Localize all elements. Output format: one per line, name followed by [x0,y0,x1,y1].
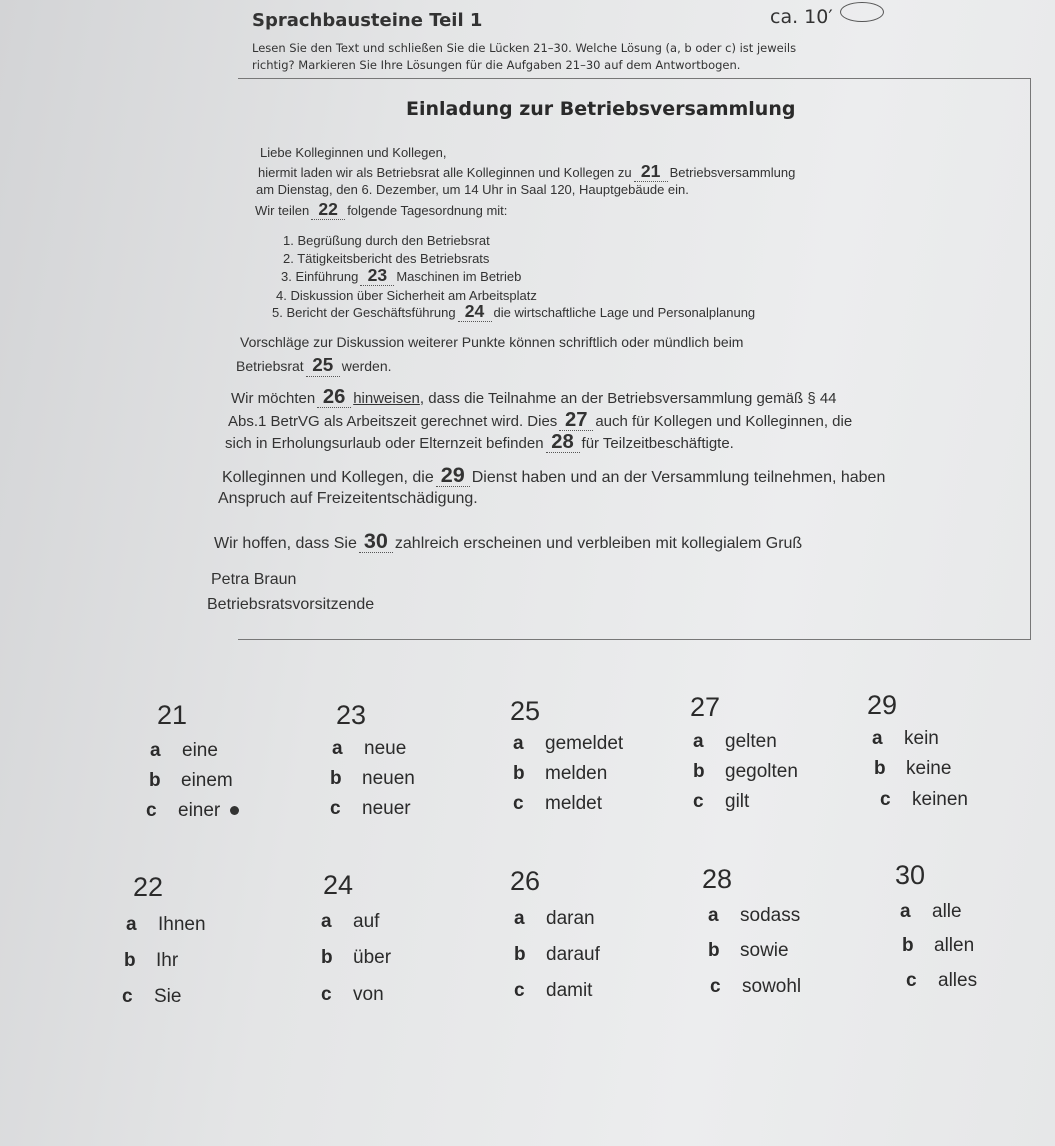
agenda-item-3: 3. Einführung 23 Maschinen im Betrieb [281,265,522,285]
option-28-a[interactable]: a sodass [708,905,801,926]
signature-name: Petra Braun [211,571,297,588]
option-24-c[interactable]: c von [321,984,384,1005]
option-25-a[interactable]: a gemeldet [513,733,624,754]
timer-icon [840,2,884,22]
time-limit: ca. 10′ [770,6,833,28]
gap-22: 22 [311,201,345,220]
option-25-c[interactable]: c meldet [513,793,603,814]
option-22-a[interactable]: a Ihnen [126,914,206,935]
option-29-a[interactable]: a kein [872,728,939,749]
option-26-c[interactable]: c damit [514,980,593,1001]
gap-25: 25 [306,357,340,377]
pencil-dot-mark [230,806,239,815]
option-25-b[interactable]: b melden [513,763,608,784]
letter-line-1: hiermit laden wir als Betriebsrat alle Kolleginnen und Kollegen zu 21 Betriebsversammlung [258,161,796,181]
agenda-item-5: 5. Bericht der Geschäftsführung 24 die wirtschaftliche Lage und Personalplanung [272,301,756,321]
agenda-item-4: 4. Diskussion über Sicherheit am Arbeitsplatz [276,288,537,303]
gap-23: 23 [360,267,394,286]
question-number: 22 [133,872,164,902]
agenda-item-1: 1. Begrüßung durch den Betriebsrat [283,233,490,248]
question-number: 21 [157,700,188,730]
letter-para-3-line-1: Wir möchten 26 hinweisen, dass die Teilnahme an der Betriebsversammlung gemäß § 44 [231,386,837,408]
question-number: 28 [702,864,733,894]
gap-29: 29 [436,464,470,487]
question-number: 24 [323,870,354,900]
option-27-a[interactable]: a gelten [693,731,777,752]
letter-para-2-line-2: Betriebsrat 25 werden. [236,355,392,376]
gap-21: 21 [634,163,668,182]
instructions-line-2: richtig? Markieren Sie Ihre Lösungen für die Aufgaben 21–30 auf dem Antwortbogen. [252,58,741,72]
option-29-c[interactable]: c keinen [880,789,968,810]
option-22-b[interactable]: b Ihr [124,950,179,971]
option-26-a[interactable]: a daran [514,908,595,929]
option-24-b[interactable]: b über [321,947,392,968]
gap-27: 27 [559,410,593,431]
option-21-b[interactable]: b einem [149,770,233,791]
question-number: 25 [510,696,541,726]
letter-line-3: Wir teilen 22 folgende Tagesordnung mit: [255,199,508,219]
question-number: 23 [336,700,367,730]
option-27-c[interactable]: c gilt [693,791,750,812]
section-title: Sprachbausteine Teil 1 [252,10,483,31]
letter-para-5: Wir hoffen, dass Sie 30 zahlreich erscheinen und verbleiben mit kollegialem Gruß [214,528,803,553]
question-number: 26 [510,866,541,896]
option-28-c[interactable]: c sowohl [710,976,802,997]
option-26-b[interactable]: b darauf [514,944,600,965]
option-24-a[interactable]: a auf [321,911,380,932]
option-30-a[interactable]: a alle [900,901,962,922]
letter-para-4-line-2: Anspruch auf Freizeitentschädigung. [218,490,478,507]
option-30-b[interactable]: b allen [902,935,975,956]
option-30-c[interactable]: c alles [906,970,978,991]
gap-24: 24 [458,303,492,322]
option-27-b[interactable]: b gegolten [693,761,798,782]
gap-28: 28 [546,432,580,453]
letter-greeting: Liebe Kolleginnen und Kollegen, [260,145,447,160]
option-23-b[interactable]: b neuen [330,768,415,789]
option-29-b[interactable]: b keine [874,758,952,779]
option-28-b[interactable]: b sowie [708,940,789,961]
option-23-c[interactable]: c neuer [330,798,411,819]
letter-title: Einladung zur Betriebsversammlung [406,98,796,120]
question-number: 30 [895,860,926,890]
option-21-a[interactable]: a eine [150,740,218,761]
gap-30: 30 [359,530,393,553]
option-23-a[interactable]: a neue [332,738,407,759]
signature-role: Betriebsratsvorsitzende [207,596,375,613]
letter-line-2: am Dienstag, den 6. Dezember, um 14 Uhr in Saal 120, Hauptgebäude ein. [256,182,689,197]
instructions [252,40,892,74]
agenda-item-2: 2. Tätigkeitsbericht des Betriebsrats [283,251,490,266]
letter-para-2-line-1: Vorschläge zur Diskussion weiterer Punkte können schriftlich oder mündlich beim [240,334,744,350]
instructions-line-1: Lesen Sie den Text und schließen Sie die Lücken 21–30. Welche Lösung (a, b oder c) ist jeweils [252,41,797,55]
question-number: 29 [867,690,898,720]
letter-para-3-line-2: Abs.1 BetrVG als Arbeitszeit gerechnet wird. Dies 27 auch für Kollegen und Kolleginnen, die [228,409,853,431]
option-21-c[interactable]: c einer [146,800,239,822]
letter-para-4-line-1: Kolleginnen und Kollegen, die 29 Dienst haben und an der Versammlung teilnehmen, haben [222,462,886,487]
question-number: 27 [690,692,721,722]
option-22-c[interactable]: c Sie [122,986,182,1007]
gap-26: 26 [317,387,351,408]
letter-para-3-line-3: sich in Erholungsurlaub oder Elternzeit befinden 28 für Teilzeitbeschäftigte. [225,431,734,453]
